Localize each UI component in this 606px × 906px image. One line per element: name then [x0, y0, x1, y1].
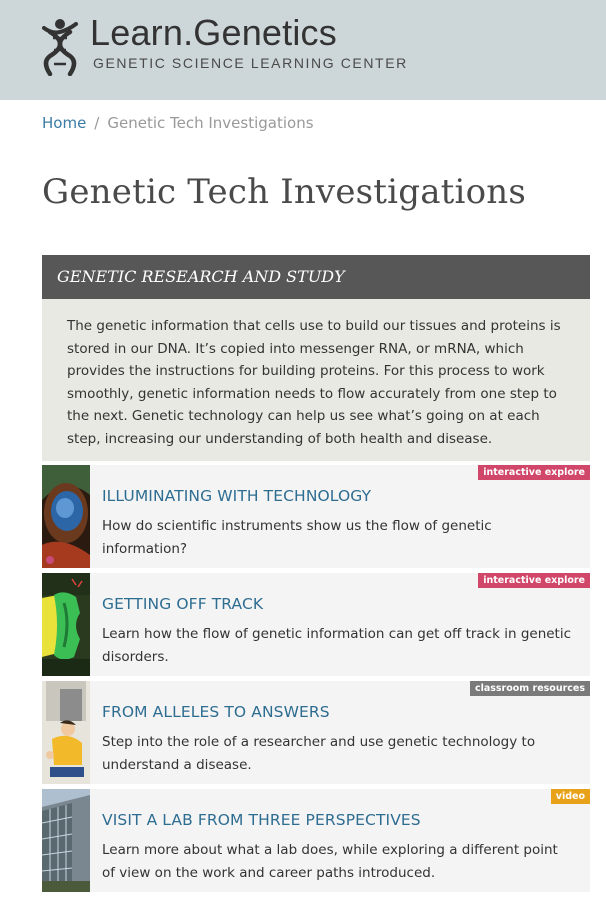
site-title[interactable]: Learn.Genetics [90, 12, 337, 53]
card-badge: interactive explore [478, 573, 590, 588]
card-badge: video [551, 789, 590, 804]
lab-building-thumbnail[interactable] [42, 789, 90, 892]
site-header [0, 0, 606, 100]
card-title-link[interactable]: VISIT A LAB FROM THREE PERSPECTIVES [102, 811, 421, 829]
card-title-link[interactable]: FROM ALLELES TO ANSWERS [102, 703, 330, 721]
breadcrumb-separator: / [94, 114, 100, 132]
breadcrumb-home-link[interactable]: Home [42, 114, 87, 132]
card-description: Learn more about what a lab does, while exploring a different point of view on the work and career paths introduced. [102, 842, 558, 881]
card-illuminating[interactable] [42, 465, 590, 568]
green-chromatin-thumbnail[interactable] [42, 573, 90, 676]
section-title: GENETIC RESEARCH AND STUDY [57, 267, 345, 286]
dna-person-icon[interactable] [40, 18, 80, 76]
card-getting-off-track[interactable] [42, 573, 590, 676]
card-alleles-to-answers[interactable] [42, 681, 590, 784]
breadcrumb [42, 114, 314, 132]
section-header [42, 255, 590, 299]
card-description: Learn how the flow of genetic information can get off track in genetic disorders. [102, 626, 572, 665]
card-description: Step into the role of a researcher and use genetic technology to understand a disease. [102, 734, 536, 773]
cell-nucleus-thumbnail[interactable] [42, 465, 90, 568]
section-intro-text: The genetic information that cells use to build our tissues and proteins is stored in our DNA. It’s copied into messenger RNA, or mRNA, which provides the instructions for building proteins. For this process to work smoothly, genetic information needs to flow accurately from one step to the next. Genetic technology can help us see what’s going on at each step, increasing our understanding of both health and disease. [67, 318, 561, 447]
card-badge: interactive explore [478, 465, 590, 480]
card-badge: classroom resources [470, 681, 590, 696]
card-title-link[interactable]: GETTING OFF TRACK [102, 595, 264, 613]
card-visit-a-lab[interactable] [42, 789, 590, 892]
page-title: Genetic Tech Investigations [42, 172, 527, 212]
section-intro [42, 299, 590, 461]
breadcrumb-current: Genetic Tech Investigations [107, 114, 314, 132]
site-subtitle: GENETIC SCIENCE LEARNING CENTER [93, 55, 408, 71]
card-title-link[interactable]: ILLUMINATING WITH TECHNOLOGY [102, 487, 372, 505]
card-description: How do scientific instruments show us the flow of genetic information? [102, 518, 492, 557]
researcher-illustration-thumbnail[interactable] [42, 681, 90, 784]
